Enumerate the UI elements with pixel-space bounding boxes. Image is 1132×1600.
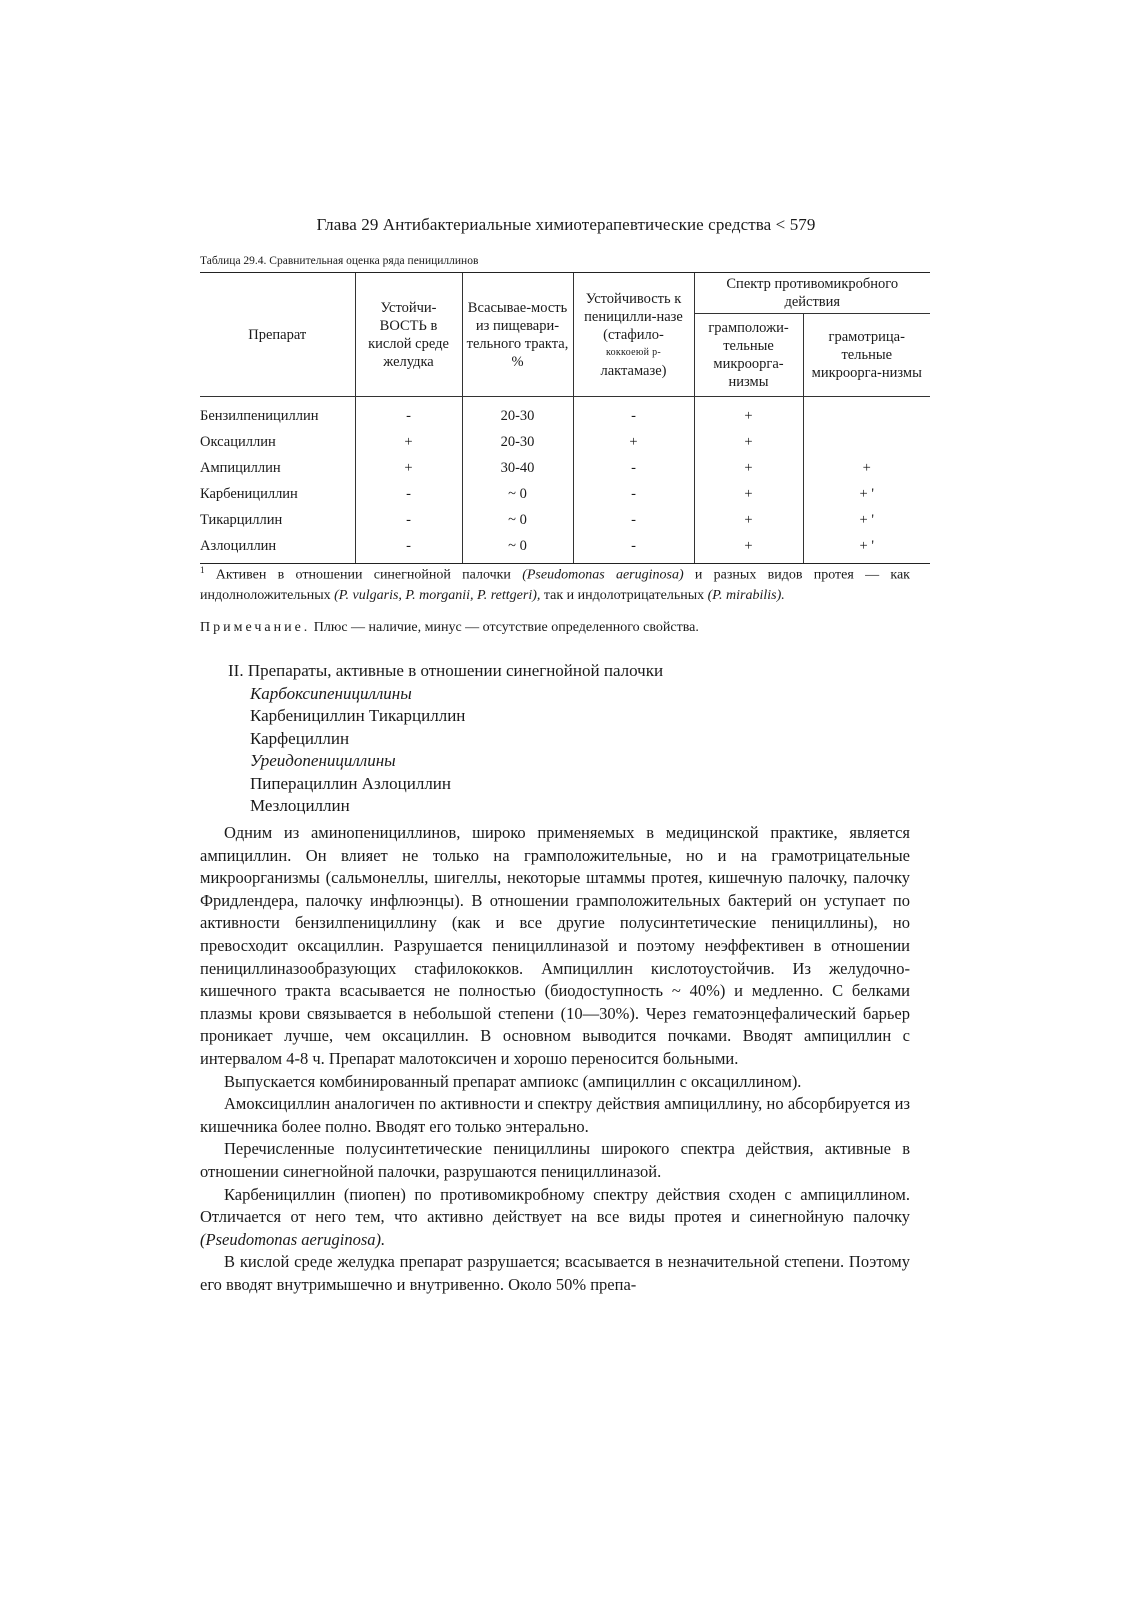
list-item: Карбоксипенициллины	[250, 683, 412, 703]
table-row	[200, 429, 930, 455]
header-penicillinase-line1: Устойчивость к пеницилли-назе (стафило-	[584, 290, 683, 343]
drug-group-list	[228, 660, 663, 818]
table-row	[200, 481, 930, 507]
cell-gram-positive: +	[694, 533, 803, 564]
cell-drug-name: Карбенициллин	[200, 485, 298, 502]
footnote-text-3: так и индолотрицательных	[540, 587, 708, 603]
footnote-italic-3: (P. mirabilis).	[707, 587, 785, 603]
table-footnote	[200, 560, 910, 606]
footnote-text-2: и разных видов протея — как индолноложительных	[200, 567, 910, 603]
footnote-text-1: Активен в отношении синегнойной палочки	[204, 567, 523, 583]
header-acid-stability: Устойчи-ВОСТЬ в кислой среде желудка	[355, 273, 462, 397]
cell-acid-stability: -	[355, 481, 462, 507]
cell-drug-name: Тикарциллин	[200, 511, 283, 528]
cell-penicillinase: -	[573, 481, 694, 507]
cell-acid-stability: +	[355, 429, 462, 455]
cell-penicillinase: -	[573, 507, 694, 533]
cell-penicillinase: +	[573, 429, 694, 455]
cell-absorption: 20-30	[462, 429, 573, 455]
cell-gram-negative	[803, 397, 930, 430]
cell-gram-positive: +	[694, 507, 803, 533]
cell-penicillinase: -	[573, 455, 694, 481]
cell-absorption: 20-30	[462, 397, 573, 430]
table-row	[200, 455, 930, 481]
cell-acid-stability: -	[355, 397, 462, 430]
cell-acid-stability: -	[355, 533, 462, 564]
header-spectrum: Спектр противомикробного действия	[694, 273, 930, 314]
penicillin-comparison-table	[200, 272, 930, 564]
paragraph-ampiox: Выпускается комбинированный препарат ампиокс (ампициллин с оксациллином).	[224, 1071, 802, 1091]
cell-gram-positive: +	[694, 429, 803, 455]
table-row	[200, 397, 930, 430]
cell-acid-stability: -	[355, 507, 462, 533]
paragraph-carbenicillin-italic: (Pseudomonas aeruginosa).	[200, 1229, 386, 1249]
header-penicillinase-line2: коккоеюй р-	[605, 346, 662, 358]
header-absorption: Всасывае-мость из пищевари-тельного тракта, %	[462, 273, 573, 397]
header-gram-positive: грамположи-тельные микроорга-низмы	[694, 314, 803, 397]
cell-gram-negative	[803, 429, 930, 455]
cell-acid-stability: +	[355, 455, 462, 481]
cell-gram-negative: + '	[803, 507, 930, 533]
table-note	[200, 620, 699, 636]
header-penicillinase-stability	[573, 273, 694, 397]
paragraph-carbenicillin	[200, 1184, 910, 1252]
paragraph-administration: В кислой среде желудка препарат разрушается; всасывается в незначительной степени. Поэтому его вводят внутримышечно и внутривенно. Около 50% препа-	[200, 1252, 910, 1294]
list-item: Мезлоциллин	[250, 796, 350, 815]
note-text: Плюс — наличие, минус — отсутствие определенного свойства.	[310, 620, 699, 635]
paragraph-amoxicillin: Амоксициллин аналогичен по активности и спектру действия ампициллину, но абсорбируется из кишечника более полно. Вводят его только энтерально.	[200, 1094, 910, 1136]
running-head: Глава 29 Антибактериальные химиотерапевтические средства < 579	[316, 215, 816, 234]
cell-penicillinase: -	[573, 533, 694, 564]
body-text	[200, 822, 910, 1296]
cell-absorption: ~ 0	[462, 507, 573, 533]
paragraph-summary: Перечисленные полусинтетические пенициллины широкого спектра действия, активные в отношении синегнойной палочки, разрушаются пенициллиназой.	[200, 1139, 910, 1181]
cell-gram-positive: +	[694, 481, 803, 507]
list-heading: II. Препараты, активные в отношении синегнойной палочки	[228, 661, 664, 680]
table-row	[200, 507, 930, 533]
list-item: Уреидопенициллины	[250, 751, 396, 770]
cell-gram-negative: +	[803, 455, 930, 481]
list-item: Карбенициллин Тикарциллин	[250, 706, 466, 725]
cell-gram-negative: + '	[803, 533, 930, 564]
cell-gram-positive: +	[694, 455, 803, 481]
footnote-italic-2: (P. vulgaris, P. morganii, P. rettgeri),	[334, 587, 541, 603]
paragraph-carbenicillin-text: Карбенициллин (пиопен) по противомикробному спектру действия сходен с ампициллином. Отличается от него тем, что активно действует на все виды протея и синегнойную палочку	[200, 1184, 910, 1227]
list-item: Пиперациллин Азлоциллин	[250, 773, 452, 793]
cell-penicillinase: -	[573, 397, 694, 430]
cell-absorption: ~ 0	[462, 533, 573, 564]
note-label: Примечание.	[200, 620, 311, 635]
list-item: Карфециллин	[250, 728, 350, 748]
cell-drug-name: Бензилпенициллин	[200, 407, 319, 424]
paragraph-ampicillin: Одним из аминопенициллинов, широко применяемых в медицинской практике, является ампициллин. Он влияет не только на грамположительные, но и на грамотрицательные микроорганизмы (сальмонеллы, шигеллы, некоторые штаммы протея, кишечную палочку, палочку Фридлендера, палочку инфлюэнцы). В отношении грамположительных бактерий он уступает по активности бензилпенициллину (как и все другие полусинтетические пенициллины), но превосходит оксациллин. Разрушается пенициллиназой и поэтому неэффективен в отношении пенициллиназообразующих стафилококков. Ампициллин кислотоустойчив. Из желудочно-кишечного тракта всасывается не полностью (биодоступность ~ 40%) и медленно. С белками плазмы крови связывается в небольшой степени (10—30%). Через гематоэнцефалический барьер проникает лучше, чем оксациллин. В основном выводится почками. Вводят ампициллин с интервалом 4-8 ч. Препарат малотоксичен и хорошо переносится больными.	[200, 823, 910, 1068]
cell-absorption: ~ 0	[462, 481, 573, 507]
cell-absorption: 30-40	[462, 455, 573, 481]
cell-gram-negative: + '	[803, 481, 930, 507]
cell-drug-name: Ампициллин	[200, 459, 281, 476]
header-gram-negative: грамотрица-тельные микроорга-низмы	[803, 314, 930, 397]
cell-gram-positive: +	[694, 397, 803, 430]
footnote-italic-1: (Pseudomonas aeruginosa)	[522, 567, 684, 583]
table-row	[200, 533, 930, 564]
table-caption: Таблица 29.4. Сравнительная оценка ряда пенициллинов	[200, 255, 479, 267]
header-drug: Препарат	[200, 273, 355, 397]
footnote-mark: 1	[200, 565, 205, 575]
header-penicillinase-line3: лактамазе)	[600, 362, 667, 379]
cell-drug-name: Азлоциллин	[200, 533, 355, 564]
cell-drug-name: Оксациллин	[200, 433, 276, 450]
